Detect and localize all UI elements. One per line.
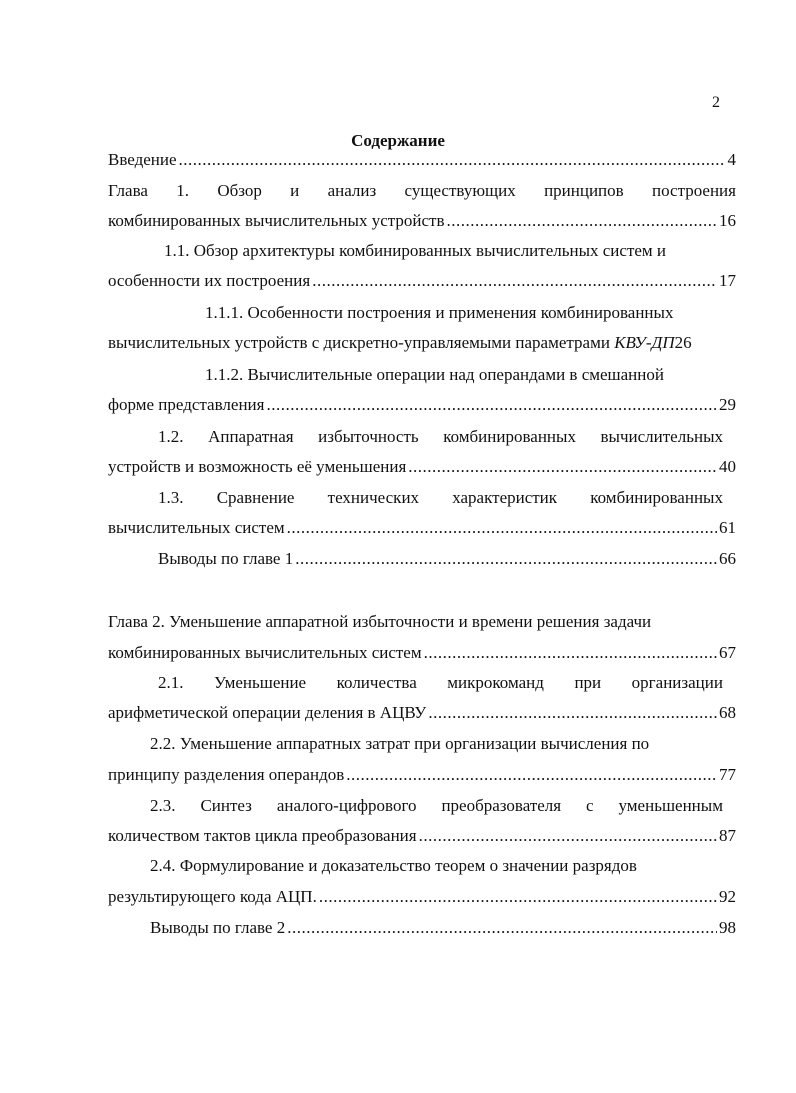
word: 1.3. (158, 488, 184, 507)
toc-entry-page: 16 (719, 211, 736, 230)
toc-entry-text: комбинированных вычислительных устройств (108, 211, 445, 230)
word: технических (327, 488, 420, 507)
word: характеристик (452, 488, 558, 507)
toc-entry-text: принципу разделения операндов (108, 765, 345, 784)
word: преобразователя (441, 796, 562, 815)
word: 1. (176, 181, 189, 200)
toc-entry-text: форме представления (108, 395, 265, 414)
dot-leader (346, 764, 717, 786)
toc-entry-text: вычислительных систем (108, 518, 285, 537)
toc-entry-2-1-line-2 (108, 702, 736, 724)
toc-entry-text: устройств и возможность её уменьшения (108, 457, 407, 476)
toc-entry-1-1-2-line-2 (108, 394, 736, 416)
toc-entry-page: 26 (674, 333, 692, 352)
toc-title: Содержание (351, 131, 445, 150)
word: анализ (327, 181, 377, 200)
dot-leader (446, 210, 717, 232)
dot-leader (419, 825, 717, 847)
toc-entry-2-3-line-2 (108, 825, 736, 847)
toc-entry-page: 92 (719, 887, 736, 906)
toc-entry-text: Введение (108, 150, 177, 169)
word: количества (336, 673, 417, 692)
toc-entry-1-3-line-1 (158, 487, 723, 509)
word: с (586, 796, 594, 815)
word: принципов (544, 181, 624, 200)
dot-leader (287, 517, 717, 539)
dot-leader (424, 642, 717, 664)
toc-entry-page: 4 (727, 150, 736, 169)
toc-entry-text: вычислительных устройств с дискретно-управляемыми параметрами (108, 333, 610, 352)
toc-entry-text: Выводы по главе 1 (158, 549, 294, 568)
abbreviation: КВУ-ДП (614, 333, 675, 352)
word: вычислительных (600, 427, 723, 446)
page-number: 2 (712, 94, 720, 111)
toc-entry-chapter-1-line-2 (108, 210, 736, 232)
toc-entry-1-1-1-line-1: 1.1.1. Особенности построения и применения комбинированных (205, 303, 674, 322)
toc-entry-conclusions-2 (150, 917, 736, 939)
word: существующих (404, 181, 516, 200)
toc-entry-text: арифметической операции деления в АЦВУ (108, 703, 427, 722)
toc-entry-1-1-2-line-1: 1.1.2. Вычислительные операции над операндами в смешанной (205, 365, 664, 384)
toc-entry-chapter-2-line-2 (108, 642, 736, 664)
toc-entry-page: 40 (719, 457, 736, 476)
toc-entry-page: 61 (719, 518, 736, 537)
word: при (574, 673, 602, 692)
toc-entry-text: особенности их построения (108, 271, 311, 290)
word: 2.1. (158, 673, 184, 692)
toc-entry-page: 68 (719, 703, 736, 722)
toc-entry-text: Выводы по главе 2 (150, 918, 286, 937)
word: избыточность (318, 427, 419, 446)
dot-leader (179, 149, 726, 171)
word: микрокоманд (447, 673, 544, 692)
dot-leader (312, 270, 717, 292)
word: Аппаратная (208, 427, 294, 446)
toc-entry-page: 66 (719, 549, 736, 568)
toc-entry-page: 67 (719, 643, 736, 662)
word: Уменьшение (214, 673, 307, 692)
dot-leader (266, 394, 717, 416)
toc-entry-page: 29 (719, 395, 736, 414)
toc-entry-2-4-line-1: 2.4. Формулирование и доказательство теорем о значении разрядов (150, 856, 637, 875)
dot-leader (287, 917, 717, 939)
toc-entry-intro (108, 149, 736, 171)
toc-entry-conclusions-1 (158, 548, 736, 570)
toc-entry-2-2-line-2 (108, 764, 736, 786)
toc-entry-text: результирующего кода АЦП. (108, 887, 317, 906)
toc-entry-2-4-line-2 (108, 886, 736, 908)
word: Синтез (200, 796, 252, 815)
word: Обзор (217, 181, 262, 200)
toc-entry-1-1-1-line-2 (108, 332, 736, 354)
toc-entry-chapter-2-line-1: Глава 2. Уменьшение аппаратной избыточности и времени решения задачи (108, 612, 652, 631)
word: 1.2. (158, 427, 184, 446)
toc-entry-1-2-line-1 (158, 426, 723, 448)
word: Сравнение (216, 488, 295, 507)
toc-entry-text: количеством тактов цикла преобразования (108, 826, 417, 845)
toc-entry-2-1-line-1 (158, 672, 723, 694)
word: 2.3. (150, 796, 176, 815)
toc-entry-chapter-1-line-1 (108, 180, 736, 202)
toc-entry-1-1-line-2 (108, 270, 736, 292)
dot-leader (295, 548, 717, 570)
word: аналого-цифрового (276, 796, 417, 815)
toc-entry-page: 17 (719, 271, 736, 290)
word: и (290, 181, 300, 200)
dot-leader (428, 702, 717, 724)
word: организации (631, 673, 723, 692)
dot-leader (408, 456, 717, 478)
toc-entry-1-1-line-1: 1.1. Обзор архитектуры комбинированных вычислительных систем и (164, 241, 667, 260)
word: комбинированных (443, 427, 576, 446)
toc-entry-1-2-line-2 (108, 456, 736, 478)
toc-entry-1-3-line-2 (108, 517, 736, 539)
toc-entry-2-3-line-1 (150, 795, 723, 817)
toc-entry-2-2-line-1: 2.2. Уменьшение аппаратных затрат при организации вычисления по (150, 734, 650, 753)
toc-entry-page: 77 (719, 765, 736, 784)
word: уменьшенным (618, 796, 723, 815)
word: Глава (108, 181, 148, 200)
word: построения (652, 181, 736, 200)
toc-entry-text: комбинированных вычислительных систем (108, 643, 422, 662)
toc-entry-page: 87 (719, 826, 736, 845)
word: комбинированных (590, 488, 723, 507)
toc-entry-page: 98 (719, 918, 736, 937)
dot-leader (319, 886, 717, 908)
